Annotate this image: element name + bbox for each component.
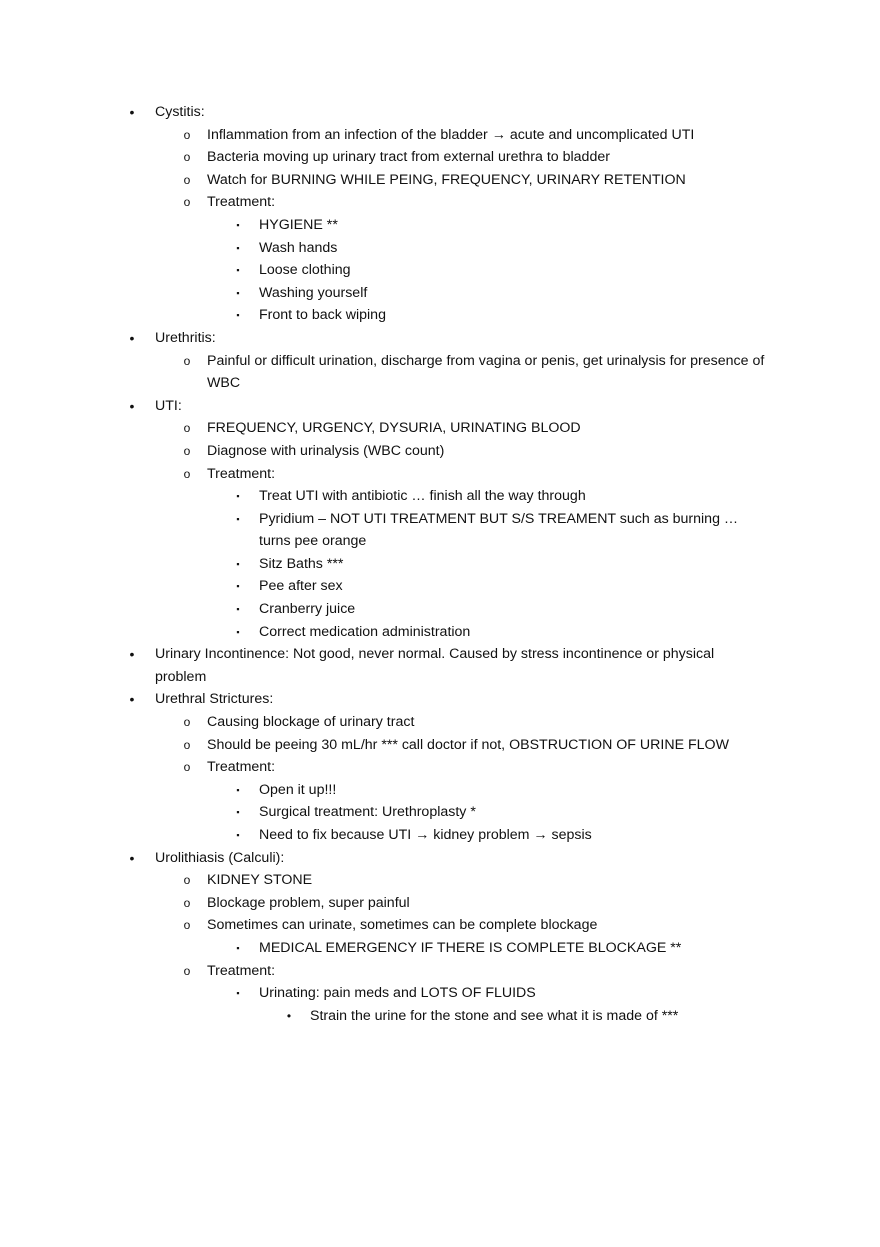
bullet-icon: • <box>129 329 135 346</box>
list-item-level-3 <box>0 282 880 305</box>
list-item-text: Pee after sex <box>259 578 343 595</box>
bullet-icon: • <box>129 646 135 663</box>
list-item-text: Inflammation from an infection of the bladder → acute and uncomplicated UTI <box>207 126 695 143</box>
list-item-text: Painful or difficult urination, discharge from vagina or penis, get urinalysis for presence of WBC <box>207 352 765 392</box>
bullet-icon: ▪ <box>236 219 240 230</box>
list-item-text: Urethral Strictures: <box>155 691 274 708</box>
list-item-level-2 <box>0 169 880 192</box>
list-item-level-1 <box>0 101 880 124</box>
bullet-icon: • <box>129 397 135 414</box>
bullet-icon: o <box>183 443 191 458</box>
bullet-icon: ▪ <box>236 830 240 840</box>
bullet-icon: o <box>183 918 191 933</box>
list-item-level-3 <box>0 214 880 237</box>
list-item-text: Causing blockage of urinary tract <box>207 714 415 731</box>
bullet-icon: ▪ <box>236 287 240 298</box>
list-item-level-3 <box>0 937 880 960</box>
list-item-level-2 <box>0 124 880 147</box>
list-item-level-3 <box>0 982 880 1005</box>
bullet-icon: ▪ <box>236 265 240 276</box>
list-item-text: Cystitis: <box>155 104 205 120</box>
bullet-icon: ▪ <box>236 942 240 953</box>
list-item-level-3 <box>0 824 880 847</box>
bullet-icon: ▪ <box>236 513 240 524</box>
bullet-icon: ▪ <box>236 626 240 637</box>
list-item-level-3 <box>0 259 880 282</box>
list-item-text: Urethritis: <box>155 329 216 346</box>
bullet-icon: o <box>183 150 191 165</box>
list-item-text: Bacteria moving up urinary tract from external urethra to bladder <box>207 149 610 166</box>
list-item-text: Should be peeing 30 mL/hr *** call doctor if not, OBSTRUCTION OF URINE FLOW <box>207 736 729 753</box>
list-item-text: Treatment: <box>207 962 276 979</box>
bullet-icon: • <box>129 104 135 120</box>
list-item-level-2 <box>0 960 880 983</box>
list-item-text: Sitz Baths *** <box>259 555 344 572</box>
list-item-text: Need to fix because UTI → kidney problem → sepsis <box>259 827 592 843</box>
list-item-level-2 <box>0 191 880 214</box>
list-item-level-2 <box>0 914 880 937</box>
bullet-icon: ▪ <box>236 491 240 502</box>
bullet-icon: o <box>183 421 191 436</box>
list-item-level-2 <box>0 350 880 395</box>
bullet-icon: ▪ <box>236 242 240 253</box>
list-item-text: Diagnose with urinalysis (WBC count) <box>207 442 445 459</box>
list-item-level-3 <box>0 801 880 824</box>
list-item-level-2 <box>0 440 880 463</box>
list-item-level-4 <box>0 1005 880 1028</box>
list-item-text: Cranberry juice <box>259 601 356 618</box>
list-item-level-2 <box>0 756 880 779</box>
bullet-icon: • <box>129 849 135 866</box>
list-item-level-1 <box>0 688 880 711</box>
list-item-level-1 <box>0 643 880 688</box>
list-item-level-3 <box>0 598 880 621</box>
bullet-icon: o <box>183 895 191 910</box>
list-item-text: Correct medication administration <box>259 623 471 640</box>
list-item-text: Loose clothing <box>259 262 351 279</box>
list-item-level-2 <box>0 869 880 892</box>
list-item-text: Treatment: <box>207 194 276 211</box>
list-item-text: Pyridium – NOT UTI TREATMENT BUT S/S TREAMENT such as burning … turns pee orange <box>259 510 739 550</box>
list-item-text: Front to back wiping <box>259 307 386 324</box>
list-item-text: Washing yourself <box>259 284 368 301</box>
list-item-text: Treat UTI with antibiotic … finish all the way through <box>259 488 586 505</box>
bullet-icon: o <box>183 195 191 210</box>
list-item-level-3 <box>0 621 880 644</box>
list-item-text: Open it up!!! <box>259 781 337 798</box>
list-item-level-2 <box>0 734 880 757</box>
list-item-level-3 <box>0 304 880 327</box>
list-item-text: Surgical treatment: Urethroplasty * <box>259 804 476 821</box>
bullet-icon: ▪ <box>236 581 240 592</box>
bullet-icon: o <box>183 353 191 368</box>
bullet-icon: o <box>183 127 191 142</box>
list-item-level-3 <box>0 553 880 576</box>
list-item-level-3 <box>0 508 880 553</box>
bullet-icon: o <box>183 466 191 481</box>
list-item-text: Treatment: <box>207 759 276 776</box>
list-item-text: KIDNEY STONE <box>207 872 313 889</box>
list-item-text: MEDICAL EMERGENCY IF THERE IS COMPLETE BLOCKAGE ** <box>259 939 682 956</box>
list-item-text: FREQUENCY, URGENCY, DYSURIA, URINATING BLOOD <box>207 420 581 437</box>
list-item-text: Treatment: <box>207 465 276 482</box>
list-item-level-3 <box>0 485 880 508</box>
list-item-text: Urinary Incontinence: Not good, never normal. Caused by stress incontinence or physical problem <box>155 646 715 685</box>
list-item-text: Strain the urine for the stone and see what it is made of *** <box>310 1007 679 1024</box>
list-item-level-2 <box>0 463 880 486</box>
list-item-text: Watch for BURNING WHILE PEING, FREQUENCY, URINARY RETENTION <box>207 171 686 188</box>
list-item-text: HYGIENE ** <box>259 216 338 233</box>
list-item-text: UTI: <box>155 397 182 414</box>
bullet-icon: ▪ <box>236 558 240 569</box>
list-item-level-2 <box>0 146 880 169</box>
list-item-level-3 <box>0 237 880 260</box>
bullet-icon: o <box>183 737 191 752</box>
list-item-level-2 <box>0 711 880 734</box>
list-item-level-2 <box>0 417 880 440</box>
bullet-icon: ▪ <box>236 310 240 321</box>
list-item-level-1 <box>0 847 880 870</box>
bullet-icon: o <box>183 963 191 978</box>
outline-list <box>0 101 880 1027</box>
list-item-text: Urolithiasis (Calculi): <box>155 849 285 866</box>
list-item-text: Wash hands <box>259 239 338 256</box>
list-item-level-1 <box>0 327 880 350</box>
bullet-icon: ▪ <box>236 988 240 999</box>
list-item-level-1 <box>0 395 880 418</box>
bullet-icon: • <box>286 1008 292 1023</box>
bullet-icon: o <box>183 760 191 775</box>
list-item-level-3 <box>0 575 880 598</box>
bullet-icon: ▪ <box>236 604 240 615</box>
list-item-text: Blockage problem, super painful <box>207 894 410 911</box>
list-item-level-2 <box>0 892 880 915</box>
bullet-icon: • <box>129 691 135 708</box>
bullet-icon: o <box>183 715 191 730</box>
bullet-icon: ▪ <box>236 784 240 795</box>
bullet-icon: o <box>183 172 191 187</box>
list-item-text: Sometimes can urinate, sometimes can be complete blockage <box>207 917 598 934</box>
list-item-level-3 <box>0 779 880 802</box>
list-item-text: Urinating: pain meds and LOTS OF FLUIDS <box>259 985 536 1002</box>
bullet-icon: o <box>183 873 191 888</box>
bullet-icon: ▪ <box>236 807 240 818</box>
